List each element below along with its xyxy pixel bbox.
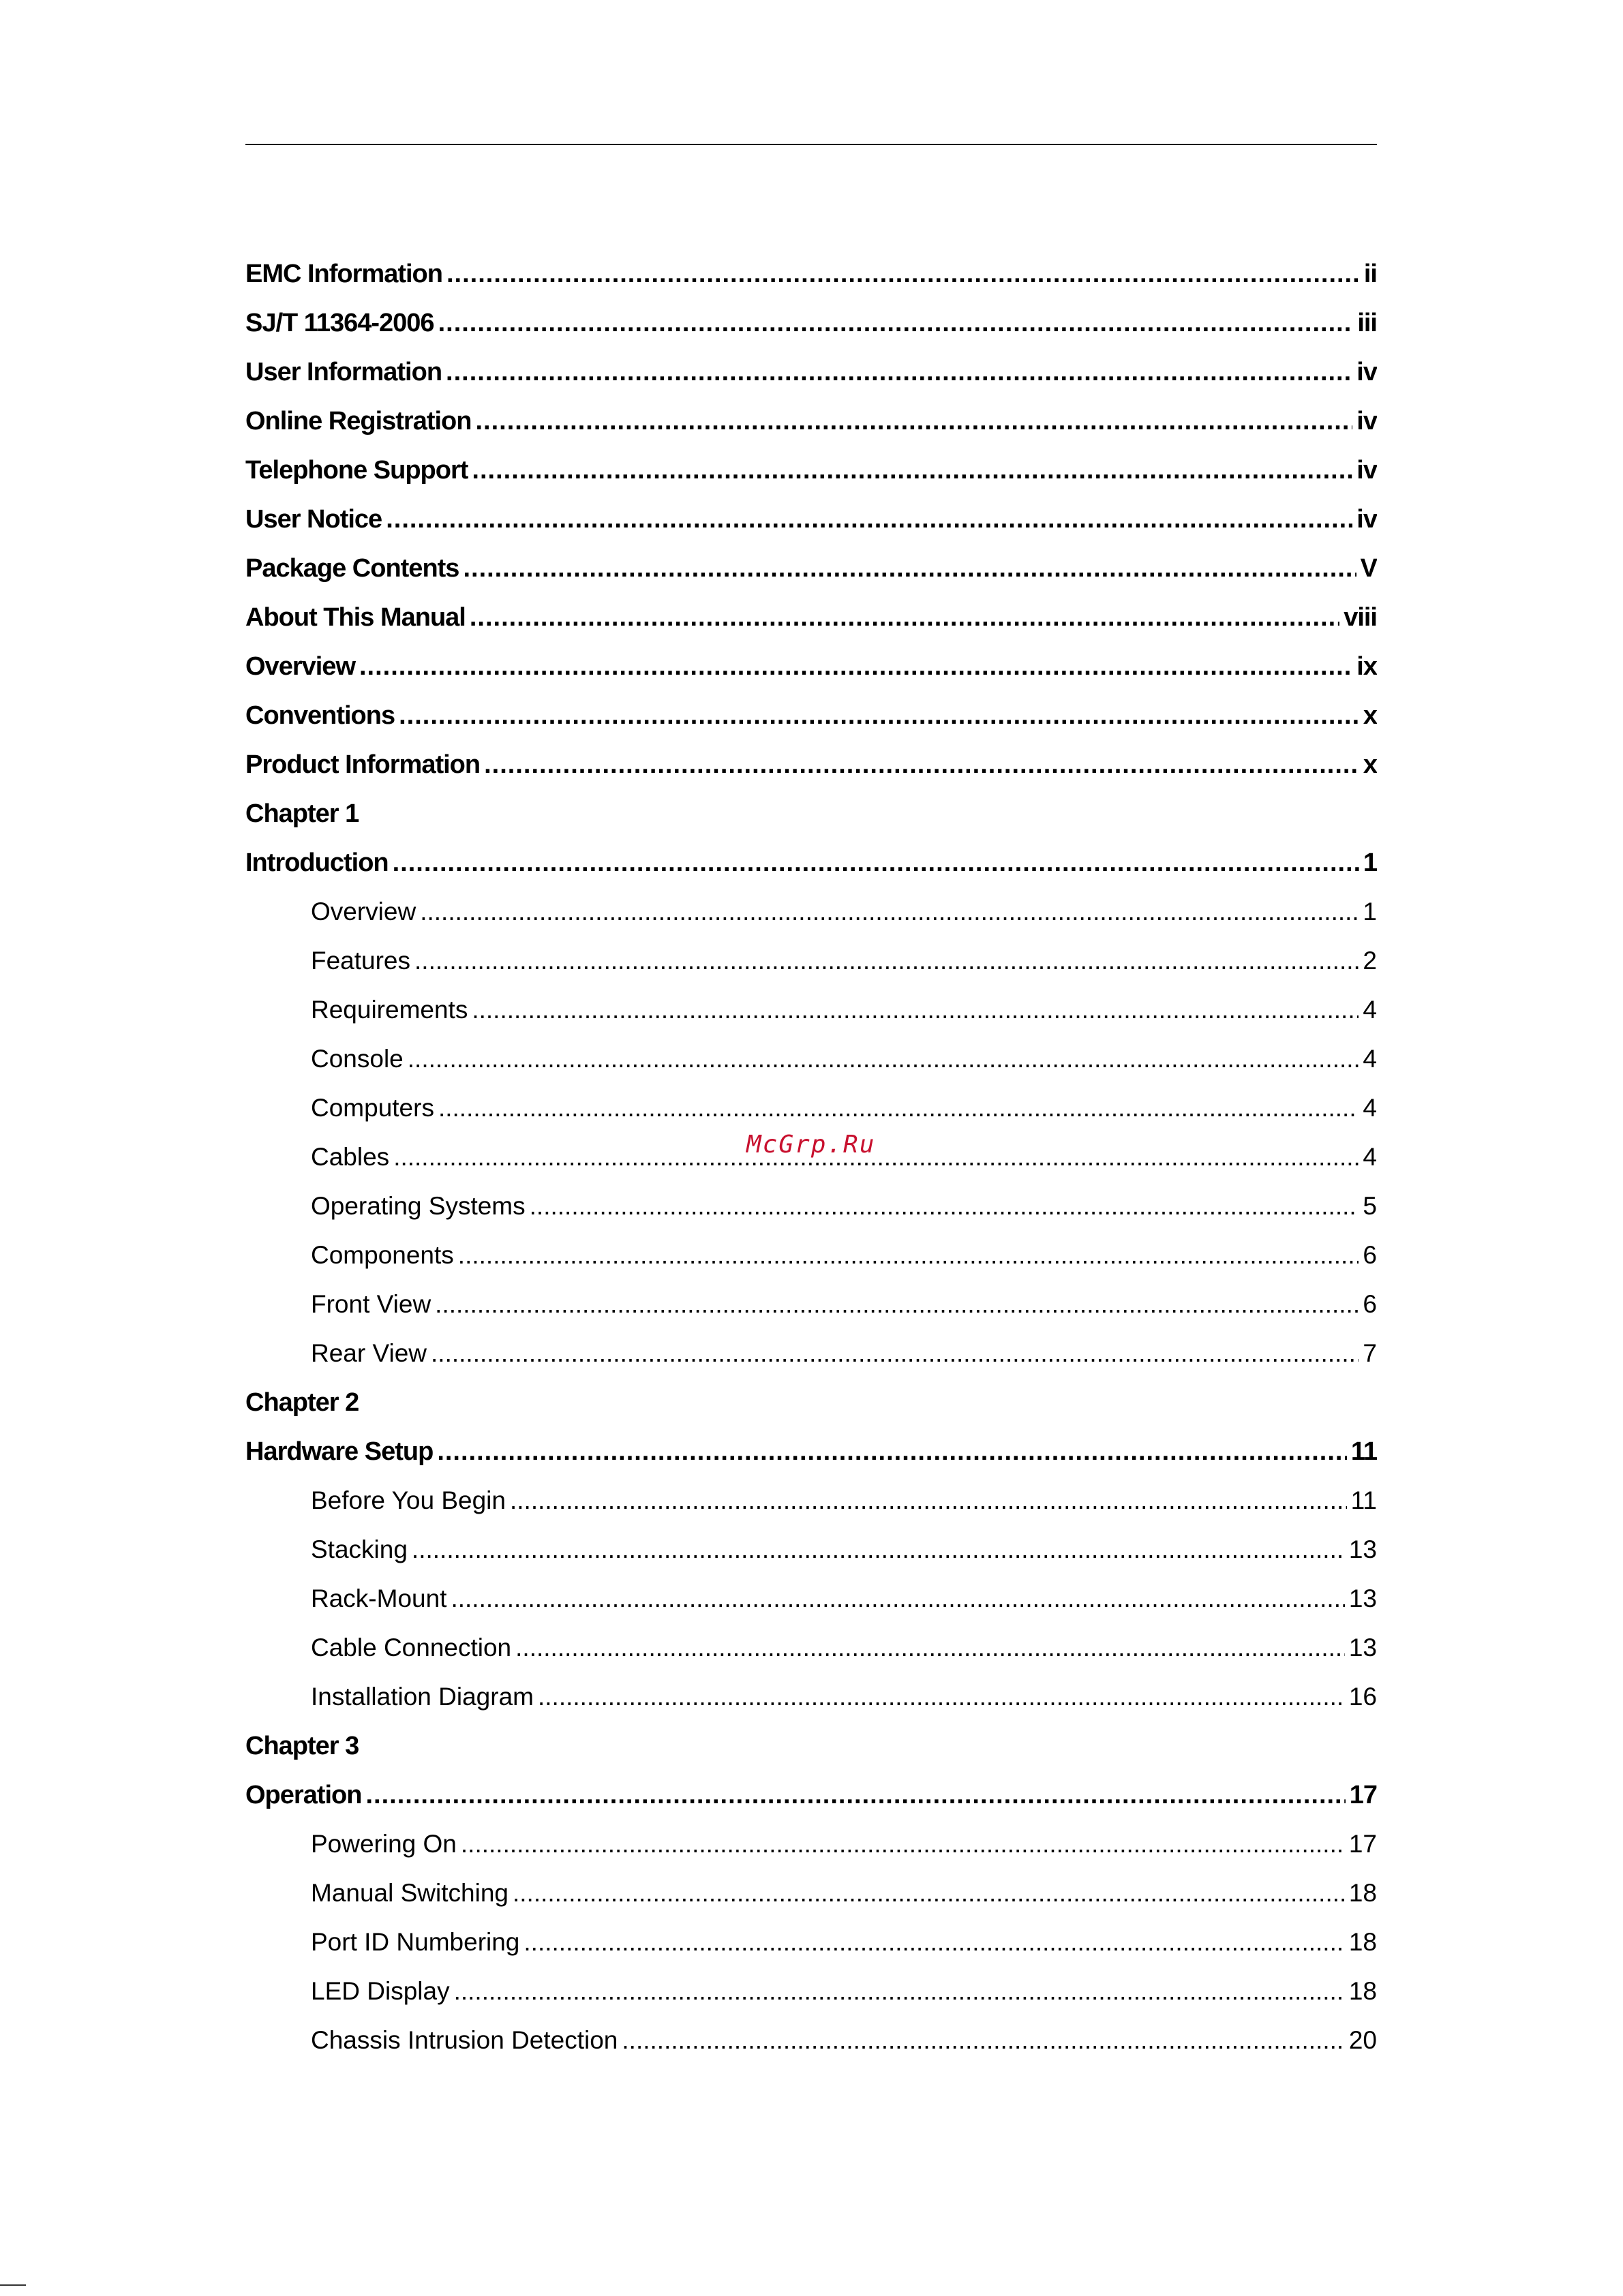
toc-entry[interactable]	[245, 1820, 1377, 1869]
toc-page-number: 16	[1348, 1683, 1377, 1711]
toc-entry[interactable]	[245, 1623, 1377, 1672]
toc-page-number: 4	[1363, 1143, 1377, 1171]
toc-page-number: 4	[1363, 1094, 1377, 1122]
toc-page-number: iv	[1356, 406, 1377, 435]
toc-page-number: ii	[1363, 259, 1377, 288]
toc-dot-leader	[510, 1486, 1347, 1515]
toc-page-number: 18	[1348, 1879, 1377, 1907]
toc-dot-leader	[475, 407, 1352, 436]
toc-entry-label: Installation Diagram	[311, 1683, 534, 1711]
toc-page-number: V	[1360, 553, 1377, 583]
toc-dot-leader	[470, 603, 1339, 632]
toc-entry[interactable]	[245, 1574, 1377, 1623]
toc-page-number: ix	[1356, 652, 1377, 681]
toc-page-number: iv	[1356, 504, 1377, 534]
toc-page-number: viii	[1344, 602, 1377, 632]
toc-entry[interactable]	[245, 2016, 1377, 2065]
toc-dot-leader	[393, 1143, 1359, 1172]
toc-dot-leader	[420, 898, 1359, 926]
toc-entry-label: Overview	[245, 652, 355, 681]
toc-dot-leader	[399, 701, 1359, 731]
toc-dot-leader	[472, 456, 1352, 485]
header-rule	[245, 144, 1377, 145]
toc-dot-leader	[359, 652, 1352, 682]
toc-entry-label: SJ/T 11364-2006	[245, 308, 434, 337]
toc-entry[interactable]	[245, 1182, 1377, 1231]
toc-dot-leader	[472, 996, 1359, 1024]
toc-entry[interactable]	[245, 1476, 1377, 1525]
toc-page-number: 13	[1348, 1634, 1377, 1662]
toc-entry-label: User Notice	[245, 504, 382, 534]
toc-entry-label: Front View	[311, 1290, 431, 1318]
toc-page-number: x	[1363, 701, 1377, 730]
toc-entry[interactable]	[245, 593, 1377, 642]
toc-dot-leader	[438, 309, 1354, 338]
toc-entry-label: Online Registration	[245, 406, 472, 435]
toc-entry[interactable]	[245, 1427, 1377, 1476]
toc-entry-label: Telephone Support	[245, 455, 468, 485]
toc-dot-leader	[484, 750, 1359, 780]
toc-entry-label: Requirements	[311, 996, 468, 1024]
toc-entry-label: Chapter 1	[245, 799, 359, 828]
toc-entry-label: Chapter 3	[245, 1731, 359, 1760]
toc-dot-leader	[451, 1585, 1344, 1613]
toc-page-number: 13	[1348, 1585, 1377, 1612]
toc-entry-label: Manual Switching	[311, 1879, 509, 1907]
toc-dot-leader	[393, 848, 1359, 878]
toc-entry[interactable]	[245, 1231, 1377, 1280]
toc-page-number: 4	[1363, 1045, 1377, 1073]
toc-entry[interactable]	[245, 1967, 1377, 2016]
toc-entry[interactable]	[245, 249, 1377, 299]
toc-dot-leader	[622, 2026, 1344, 2055]
toc-entry-label: Stacking	[311, 1535, 408, 1563]
toc-dot-leader	[461, 1830, 1345, 1858]
toc-entry[interactable]	[245, 299, 1377, 348]
toc-entry-label: Cables	[311, 1143, 390, 1171]
toc-dot-leader	[386, 505, 1352, 534]
toc-entry[interactable]	[245, 1918, 1377, 1967]
toc-dot-leader	[446, 260, 1360, 289]
toc-entry[interactable]	[245, 1771, 1377, 1820]
toc-dot-leader	[530, 1192, 1359, 1221]
toc-dot-leader	[513, 1879, 1345, 1908]
toc-entry[interactable]	[245, 740, 1377, 789]
toc-entry-label: Powering On	[311, 1830, 457, 1858]
toc-dot-leader	[515, 1634, 1345, 1662]
toc-entry-label: LED Display	[311, 1977, 450, 2005]
toc-entry-label: EMC Information	[245, 259, 442, 288]
toc-page-number: 6	[1363, 1241, 1377, 1269]
toc-entry[interactable]	[245, 1035, 1377, 1084]
toc-page-number: 17	[1348, 1830, 1377, 1858]
toc-entry-label: Before You Begin	[311, 1486, 506, 1514]
toc-page-number: 20	[1348, 2026, 1377, 2054]
toc-entry[interactable]	[245, 936, 1377, 985]
toc-dot-leader	[463, 554, 1356, 583]
toc-entry[interactable]	[245, 446, 1377, 495]
toc-page-number: 18	[1348, 1977, 1377, 2005]
toc-page-number: 17	[1349, 1780, 1377, 1809]
toc-entry-label: Chapter 2	[245, 1388, 359, 1417]
toc-page-number: 6	[1363, 1290, 1377, 1318]
toc-dot-leader	[431, 1339, 1359, 1368]
toc-entry-label: Rear View	[311, 1339, 427, 1367]
watermark-text: McGrp.Ru	[746, 1131, 876, 1159]
toc-page-number: 18	[1348, 1928, 1377, 1956]
toc-dot-leader	[365, 1781, 1345, 1810]
toc-page-number: 7	[1363, 1339, 1377, 1367]
toc-page-number: iv	[1356, 455, 1377, 485]
toc-dot-leader	[454, 1977, 1345, 2006]
toc-entry-label: Operation	[245, 1780, 362, 1809]
toc-entry[interactable]	[245, 1329, 1377, 1378]
toc-chapter-heading	[245, 1378, 1377, 1427]
toc-entry-label: Introduction	[245, 848, 389, 877]
toc-entry[interactable]	[245, 642, 1377, 691]
toc-entry-label: Conventions	[245, 701, 395, 730]
page-corner-mark	[0, 2284, 26, 2290]
toc-entry[interactable]	[245, 1672, 1377, 1721]
toc-entry-label: Product Information	[245, 750, 481, 779]
toc-page-number: iii	[1357, 308, 1377, 337]
toc-dot-leader	[414, 947, 1359, 975]
toc-entry-label: Package Contents	[245, 553, 459, 583]
toc-entry-label: Components	[311, 1241, 454, 1269]
toc-entry[interactable]	[245, 691, 1377, 740]
toc-entry-label: Overview	[311, 898, 416, 925]
toc-page-number: 11	[1350, 1486, 1377, 1514]
toc-entry[interactable]	[245, 495, 1377, 544]
toc-entry[interactable]	[245, 1280, 1377, 1329]
toc-entry-label: User Information	[245, 357, 442, 386]
toc-page-number: 5	[1363, 1192, 1377, 1220]
toc-entry-label: Computers	[311, 1094, 434, 1122]
toc-dot-leader	[412, 1535, 1345, 1564]
toc-dot-leader	[538, 1683, 1345, 1711]
toc-page-number: 2	[1363, 947, 1377, 975]
toc-page-number: 4	[1363, 996, 1377, 1024]
toc-dot-leader	[438, 1094, 1359, 1122]
toc-entry-label: Rack-Mount	[311, 1585, 447, 1612]
toc-chapter-heading	[245, 1721, 1377, 1771]
toc-entry[interactable]	[245, 985, 1377, 1035]
toc-entry[interactable]	[245, 838, 1377, 887]
toc-entry-label: Cable Connection	[311, 1634, 512, 1662]
toc-dot-leader	[437, 1437, 1347, 1467]
toc-page-number: 1	[1363, 898, 1377, 925]
toc-chapter-heading	[245, 789, 1377, 838]
toc-entry[interactable]	[245, 544, 1377, 593]
toc-entry-label: About This Manual	[245, 602, 466, 632]
toc-dot-leader	[524, 1928, 1344, 1957]
toc-entry-label: Hardware Setup	[245, 1437, 434, 1466]
toc-entry[interactable]	[245, 348, 1377, 397]
toc-page-number: 13	[1348, 1535, 1377, 1563]
toc-entry-label: Port ID Numbering	[311, 1928, 520, 1956]
toc-page-number: x	[1363, 750, 1377, 779]
toc-page-number: iv	[1356, 357, 1377, 386]
toc-entry-label: Console	[311, 1045, 404, 1073]
toc-dot-leader	[408, 1045, 1359, 1073]
toc-page-number: 11	[1350, 1437, 1377, 1466]
toc-dot-leader	[446, 358, 1352, 387]
toc-dot-leader	[435, 1290, 1359, 1319]
toc-entry-label: Features	[311, 947, 411, 975]
toc-entry[interactable]	[245, 1084, 1377, 1133]
toc-entry[interactable]	[245, 1525, 1377, 1574]
toc-entry[interactable]	[245, 887, 1377, 936]
toc-entry[interactable]	[245, 1869, 1377, 1918]
toc-dot-leader	[458, 1241, 1359, 1270]
toc-entry[interactable]	[245, 397, 1377, 446]
toc-entry-label: Operating Systems	[311, 1192, 526, 1220]
toc-page-number: 1	[1363, 848, 1377, 877]
toc-entry-label: Chassis Intrusion Detection	[311, 2026, 618, 2054]
